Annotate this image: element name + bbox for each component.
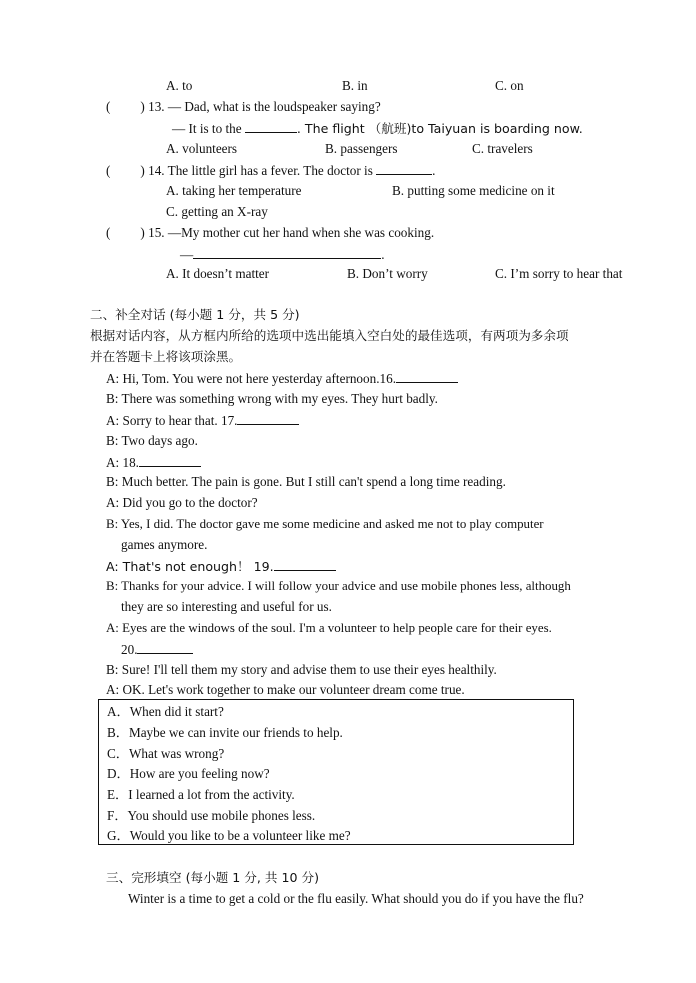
dialogue-text: 20. [121,642,138,657]
dialogue-line: A: OK. Let's work together to make our volunteer dream come true. [106,682,465,697]
q15-line2-post: . [381,247,385,262]
dialogue-line: B: Two days ago. [106,433,198,448]
dialogue-line [106,412,299,429]
answer-blank[interactable] [237,412,299,425]
dialogue-line [121,641,193,658]
answer-blank[interactable] [396,370,458,383]
dialogue-line: B: Sure! I'll tell them my story and advise them to use their eyes healthily. [106,662,497,677]
dialogue-line: B: Thanks for your advice. I will follow your advice and use mobile phones less, although [106,579,571,593]
q15-option-a: A. It doesn’t matter [166,266,270,281]
dialogue-line: games anymore. [121,537,208,552]
question-text: 14. The little girl has a fever. The doctor is [148,163,377,178]
q13-line2-post: . The flight （航班)to Taiyuan is boarding now. [296,121,583,136]
dialogue-text: A: Hi, Tom. You were not here yesterday afternoon.16. [106,371,396,386]
section3-title: 三、完形填空 (每小题 1 分, 共 10 分) [106,870,320,885]
option-c: C．What was wrong? [107,746,225,761]
answer-paren-close: ) [140,99,145,114]
answer-paren-close: ) [140,225,145,240]
question-text: 15. —My mother cut her hand when she was cooking. [148,225,435,240]
q12-option-a: A. to [166,78,193,93]
q12-option-b: B. in [342,78,368,93]
answer-blank[interactable] [139,454,201,467]
option-b: B．Maybe we can invite our friends to help. [107,725,343,740]
q15-option-c: C. I’m sorry to hear that [495,266,623,281]
question-end: . [432,163,436,178]
dialogue-line [106,454,201,471]
dialogue-line: B: There was something wrong with my eyes. They hurt badly. [106,391,438,406]
option-e: E．I learned a lot from the activity. [107,787,295,802]
question-text: 13. — Dad, what is the loudspeaker saying? [148,99,381,114]
q13-stem [106,99,381,115]
answer-paren-close: ) [140,163,145,178]
option-a: A．When did it start? [107,704,224,719]
option-f: F．You should use mobile phones less. [107,808,316,823]
options-box [98,699,574,845]
section2-title: 二、补全对话 (每小题 1 分，共 5 分) [90,307,300,322]
q14-option-b: B. putting some medicine on it [392,183,555,198]
answer-blank[interactable] [274,558,336,571]
answer-paren-open: ( [106,99,111,114]
option-d: D．How are you feeling now? [107,766,270,781]
q13-line2 [172,120,583,137]
dialogue-text: A: 18. [106,455,139,470]
section3-passage-line: Winter is a time to get a cold or the flu easily. What should you do if you have the flu? [128,891,584,906]
q14-option-c: C. getting an X-ray [166,204,268,219]
q13-line2-pre: — It is to the [172,121,245,136]
q14-option-a: A. taking her temperature [166,183,302,198]
q15-stem [106,225,434,241]
q15-line2-pre: — [180,247,194,262]
q14-stem [106,162,435,179]
dialogue-line: B: Much better. The pain is gone. But I still can't spend a long time reading. [106,474,506,489]
answer-blank[interactable] [137,641,193,654]
dialogue-line: A: Did you go to the doctor? [106,495,258,510]
answer-paren-open: ( [106,163,111,178]
q15-line2 [180,246,384,263]
dialogue-line [106,558,336,575]
q12-option-c: C. on [495,78,524,93]
answer-blank[interactable] [193,246,381,259]
answer-paren-open: ( [106,225,111,240]
dialogue-line: B: Yes, I did. The doctor gave me some medicine and asked me not to play computer [106,517,544,531]
answer-blank[interactable] [376,162,432,175]
dialogue-line [106,370,458,387]
section2-instruction-2: 并在答题卡上将该项涂黑。 [90,349,242,364]
dialogue-text: A: That's not enough！ 19. [106,559,274,574]
dialogue-text: A: Sorry to hear that. 17. [106,413,238,428]
q13-option-a: A. volunteers [166,141,238,156]
q15-option-b: B. Don’t worry [347,266,428,281]
answer-blank[interactable] [245,120,297,133]
section2-instruction-1: 根据对话内容，从方框内所给的选项中选出能填入空白处的最佳选项，有两项为多余项 [90,328,569,343]
q13-option-c: C. travelers [472,141,533,156]
dialogue-line: they are so interesting and useful for us. [121,599,332,614]
dialogue-line: A: Eyes are the windows of the soul. I'm a volunteer to help people care for their eyes. [106,621,552,635]
option-g: G．Would you like to be a volunteer like me? [107,828,351,843]
q13-option-b: B. passengers [325,141,398,156]
